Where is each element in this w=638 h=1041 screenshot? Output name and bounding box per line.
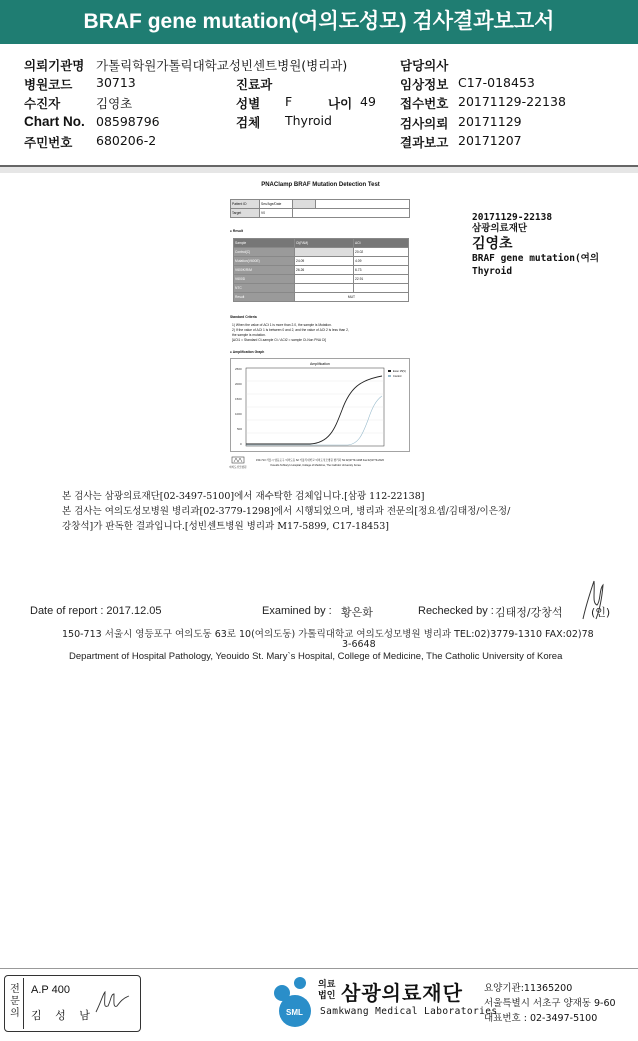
y-tick: 1000 (235, 412, 242, 416)
resident-no-label: 주민번호 (24, 135, 73, 150)
embedded-id-table (230, 199, 410, 218)
embedded-footer-line: 150-713 서울시 영등포구 여의도동 62 가톨릭대학교 여의도성모병원 병리과 Tel:02)3779-1298 Fax:02)3779-2026 (256, 459, 384, 462)
stamp-char: 문 (10, 996, 20, 1007)
row-label: V600D (234, 275, 295, 284)
row-label: Mutation(V600E) (234, 257, 295, 266)
row-ct: 24.09 (295, 257, 354, 266)
criteria-line: 2) If the value of ΔCt 1 is between 0 and 2, and the value of ΔCt 2 is less than 2, (232, 328, 349, 332)
sex-age-cell (293, 200, 316, 209)
patient-name-label: 수진자 (24, 96, 61, 111)
company-address: 서울특별시 서초구 양재동 9-60 (484, 998, 616, 1009)
specialist-stamp (4, 975, 141, 1032)
patient-info (0, 47, 638, 165)
chart-no-value: 08598796 (96, 114, 160, 129)
sex-label: 성별 (236, 96, 261, 111)
report-date-value: 20171207 (458, 133, 522, 148)
y-tick: 500 (237, 427, 243, 431)
note-line: 본 검사는 여의도성모병원 병리과[02-3779-1298]에서 시행되었으며, 병리과 전문의[정요셉/김태정/이은정/ (62, 506, 511, 517)
result-table (233, 238, 409, 302)
legal-entity-line: 법인 (318, 991, 336, 1001)
col-ct: Ct(FAM) (295, 239, 354, 248)
graph-heading: ● Amplification Graph (230, 350, 265, 354)
institution-value: 가톨릭학원가톨릭대학교성빈센트병원(병리과) (96, 58, 348, 73)
request-label: 검사의뢰 (400, 116, 449, 131)
col-sample: Sample (234, 239, 295, 248)
stamp-char: 전 (10, 984, 20, 995)
stamp-char: 의 (10, 1008, 20, 1019)
y-tick: 1500 (235, 397, 242, 401)
legal-entity-label (318, 980, 335, 1002)
resident-no-value: 680206-2 (96, 133, 157, 148)
target-value: V0 (260, 209, 293, 218)
specimen-value: Thyroid (285, 113, 332, 128)
note-line: 강창석]가 판독한 결과입니다.[성빈센트병원 병리과 M17-5899, C17-18453] (62, 521, 389, 532)
examined-name: 황은화 (341, 606, 373, 619)
blank-cell (316, 200, 410, 209)
sticker-name: 김영초 (472, 236, 513, 252)
note-line: 본 검사는 삼광의료재단[02-3497-5100]에서 재수탁한 검체입니다.[삼광 112-22138] (62, 491, 425, 502)
institution-label: 의뢰기관명 (24, 58, 85, 73)
amplification-graph (230, 358, 410, 452)
criteria-line: the sample is mutation. (232, 333, 266, 337)
row-ct (295, 284, 354, 293)
sml-logo-icon (270, 973, 316, 1031)
report-date-label: 결과보고 (400, 135, 449, 150)
patient-id-label: Patient ID (231, 200, 260, 209)
chart-no-label: Chart No. (24, 114, 85, 129)
target-label: Target (231, 209, 260, 218)
row-label: Result (234, 293, 295, 302)
stamp-name: 김 성 남 (31, 1009, 95, 1022)
company-english: Samkwang Medical Laboratories (320, 1006, 498, 1017)
row-dct: 4.09 (354, 257, 409, 266)
stamp-vertical-label (7, 978, 24, 1029)
stamp-signature-icon (93, 988, 133, 1018)
criteria-line: [ΔCt1 = Standard Ct-sample Ct / ΔCt2 = sample Ct-Non PNA Ct] (232, 338, 327, 342)
rechecked-label: Rechecked by : (418, 605, 494, 617)
company-name: 삼광의료재단 (341, 981, 463, 1005)
legal-entity-line: 의료 (318, 980, 336, 990)
company-phone: 대표번호 : 02-3497-5100 (484, 1013, 598, 1024)
criteria-line: 1) When the value of ΔCt 1 is more than 2.0, the sample is Mutation. (232, 323, 332, 327)
legend-item: Exon 15(V) (393, 370, 406, 373)
doctor-label: 담당의사 (400, 58, 449, 73)
address-line: 150-713 서울시 영등포구 여의도동 63로 10(여의도동) 가톨릭대학교 여의도성모병원 병리과 TEL:02)3779-1310 FAX:02)78 (62, 629, 594, 640)
graph-title: Amplification (310, 362, 330, 366)
hospital-code-label: 병원코드 (24, 77, 73, 92)
row-dct: 20.02 (354, 248, 409, 257)
request-value: 20171129 (458, 114, 522, 129)
report-date: Date of report : 2017.12.05 (30, 605, 162, 617)
result-heading: ● Result (230, 229, 243, 233)
address-line-2: 3-6648 (342, 639, 376, 650)
sticker-specimen: Thyroid (472, 265, 513, 277)
patient-name-value: 김영초 (96, 96, 133, 111)
row-dct (354, 284, 409, 293)
footer-divider (0, 968, 638, 969)
stamp-code: A.P 400 (31, 984, 70, 996)
specimen-sticker (472, 212, 599, 278)
row-result: MUT (295, 293, 409, 302)
seal-mark: (인) (591, 606, 611, 619)
sticker-test: BRAF gene mutation(여의 (472, 253, 600, 264)
y-tick: 0 (240, 442, 242, 446)
logo-caption: 여의도성모병원 (229, 466, 247, 469)
clinical-label: 임상정보 (400, 77, 449, 92)
reception-value: 20171129-22138 (458, 94, 566, 109)
institution-code: 요양기관:11365200 (484, 983, 573, 994)
row-ct: 26.26 (295, 266, 354, 275)
sticker-org: 삼광의료재단 (472, 222, 528, 234)
age-label: 나이 (328, 96, 353, 111)
blank-cell (293, 209, 410, 218)
row-ct (295, 275, 354, 284)
age-value: 49 (360, 94, 376, 109)
department-label: 진료과 (236, 77, 273, 92)
row-label: Control(C) (234, 248, 295, 257)
col-dct: ΔCt (354, 239, 409, 248)
sml-logo-text: SML (286, 1008, 303, 1017)
y-tick: 2000 (235, 382, 242, 386)
divider-band (0, 167, 638, 173)
row-dct: 22.91 (354, 275, 409, 284)
row-label: NTC (234, 284, 295, 293)
row-label: V600K/R/M (234, 266, 295, 275)
row-dct: 6.73 (354, 266, 409, 275)
sex-value: F (285, 94, 293, 109)
hospital-logo-icon (231, 456, 245, 464)
specimen-label: 검체 (236, 115, 261, 130)
department-line: Department of Hospital Pathology, Yeouido St. Mary`s Hospital, College of Medicine, The Catholic University of Korea (69, 651, 563, 662)
clinical-value: C17-018453 (458, 75, 535, 90)
report-title: BRAF gene mutation(여의도성모) 검사결과보고서 (0, 0, 638, 44)
embedded-report (228, 182, 413, 472)
embedded-title: PNAClamp BRAF Mutation Detection Test (261, 182, 380, 188)
legend-item: Control (393, 375, 402, 378)
reception-label: 접수번호 (400, 96, 449, 111)
row-ct (295, 248, 354, 257)
patient-id-value: Sex/Age/Date (260, 200, 293, 209)
hospital-code-value: 30713 (96, 75, 136, 90)
sticker-number: 20171129-22138 (472, 212, 553, 223)
criteria-heading: Standard Criteria (230, 315, 257, 319)
examined-label: Examined by : (262, 605, 332, 617)
signature-icon (578, 575, 611, 623)
embedded-footer-line: Yeouido St.Mary's Hospital, College of Medicine, The Catholic University Korea (270, 464, 361, 467)
y-tick: 2500 (235, 367, 242, 371)
rechecked-names: 김태정/강창석 (495, 606, 563, 619)
